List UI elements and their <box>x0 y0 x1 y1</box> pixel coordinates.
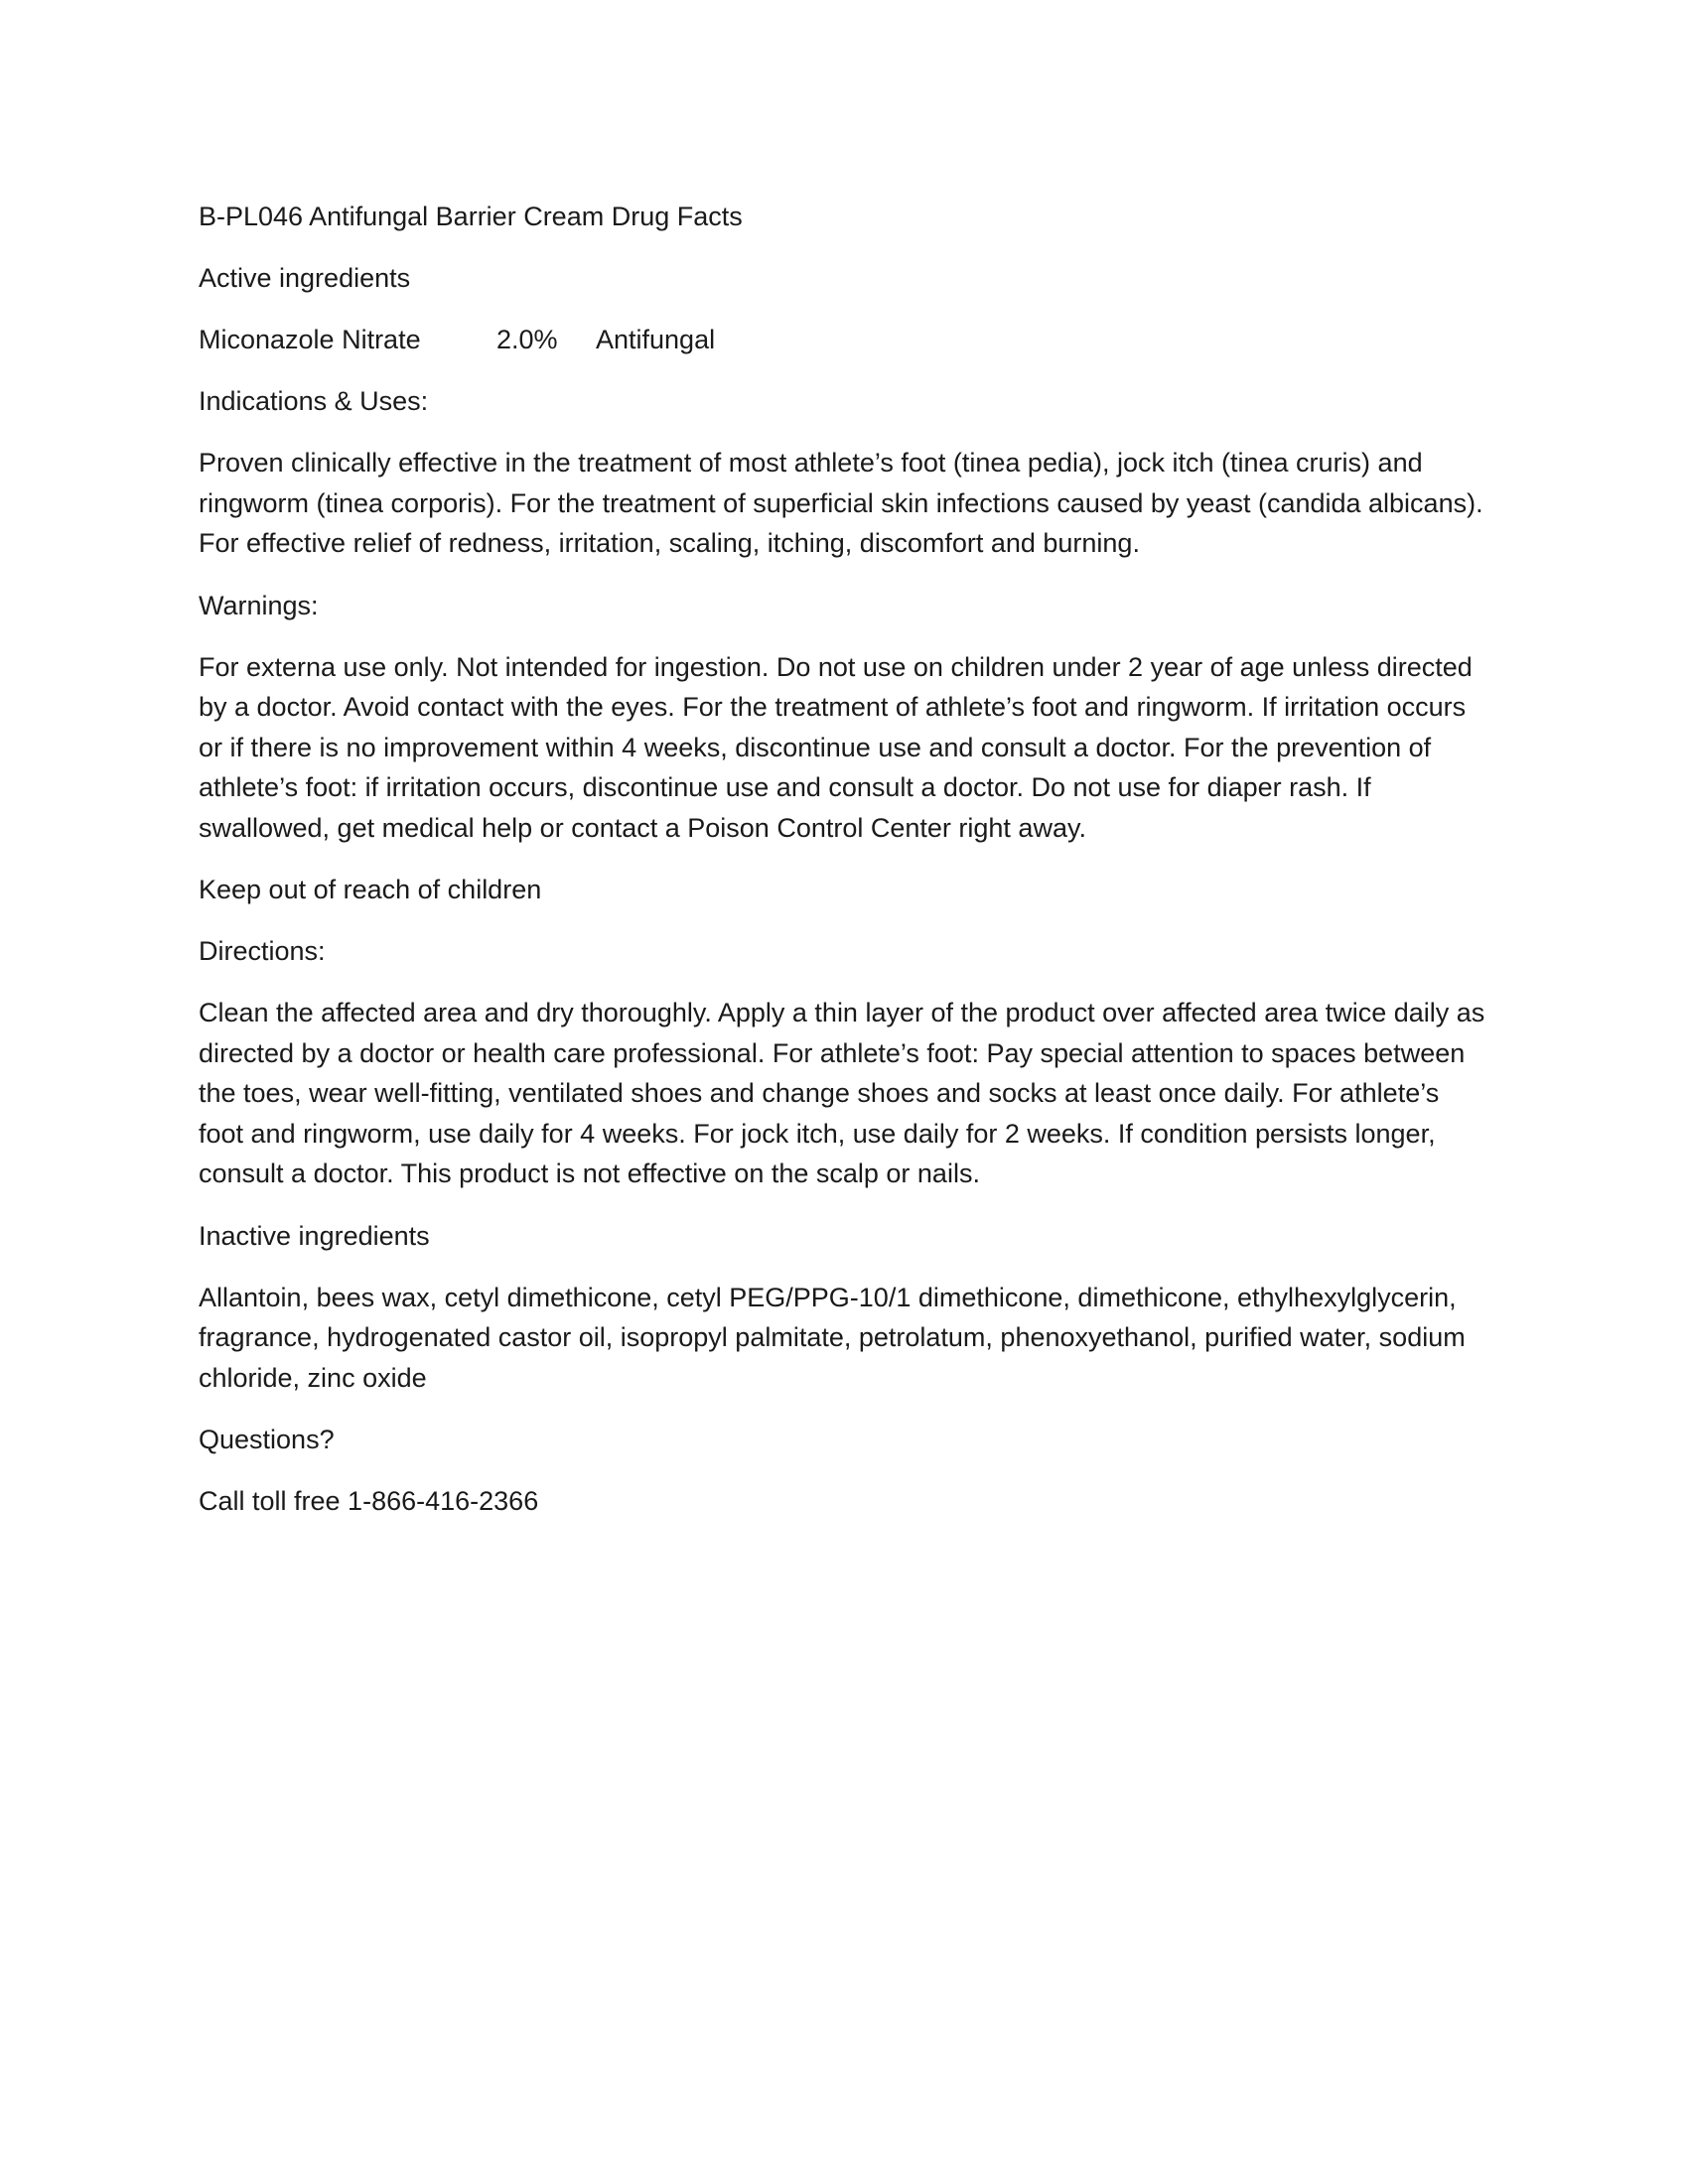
document-title: B-PL046 Antifungal Barrier Cream Drug Facts <box>199 202 743 231</box>
warnings-text: For externa use only. Not intended for ingestion. Do not use on children under 2 year of age unless directed by a doctor. Avoid contact with the eyes. For the treatment of athlete’s foot and ringworm. If irritation occurs or if there is no improvement within 4 weeks, discontinue use and consult a doctor. For the prevention of athlete’s foot: if irritation occurs, discontinue use and consult a doctor. Do not use for diaper rash. If swallowed, get medical help or contact a Poison Control Center right away. <box>199 651 1473 843</box>
questions-heading: Questions? <box>199 1425 335 1454</box>
drug-facts-page <box>199 197 1489 1543</box>
active-ingredient-row <box>199 320 1489 359</box>
inactive-ingredients-heading: Inactive ingredients <box>199 1220 430 1251</box>
active-ingredients-heading: Active ingredients <box>199 263 411 293</box>
active-ingredient-strength: 2.0% <box>496 325 558 354</box>
active-ingredient-name: Miconazole Nitrate <box>199 325 421 354</box>
uses-text: Proven clinically effective in the treatment of most athlete’s foot (tinea pedia), jock itch (tinea cruris) and ringworm (tinea corporis). For the treatment of superficial skin infections caused by yeast (candida albicans). For effective relief of redness, irritation, scaling, itching, discomfort and burning. <box>199 448 1483 558</box>
keep-out-of-reach: Keep out of reach of children <box>199 875 542 904</box>
directions-heading: Directions: <box>199 936 326 966</box>
warnings-heading: Warnings: <box>199 590 319 620</box>
active-ingredient-purpose: Antifungal <box>596 325 716 354</box>
uses-heading: Indications & Uses: <box>199 386 429 416</box>
inactive-ingredients-text: Allantoin, bees wax, cetyl dimethicone, cetyl PEG/PPG-10/1 dimethicone, dimethicone, ethylhexylglycerin, fragrance, hydrogenated castor oil, isopropyl palmitate, petrolatum, phenoxyethanol, purified water, sodium chloride, zinc oxide <box>199 1282 1466 1393</box>
directions-text: Clean the affected area and dry thoroughly. Apply a thin layer of the product over affected area twice daily as directed by a doctor or health care professional. For athlete’s foot: Pay special attention to spaces between the toes, wear well-fitting, ventilated shoes and change shoes and socks at least once daily. For athlete’s foot and ringworm, use daily for 4 weeks. For jock itch, use daily for 2 weeks. If condition persists longer, consult a doctor. This product is not effective on the scalp or nails. <box>199 998 1485 1188</box>
questions-phone: Call toll free 1-866-416-2366 <box>199 1486 539 1516</box>
